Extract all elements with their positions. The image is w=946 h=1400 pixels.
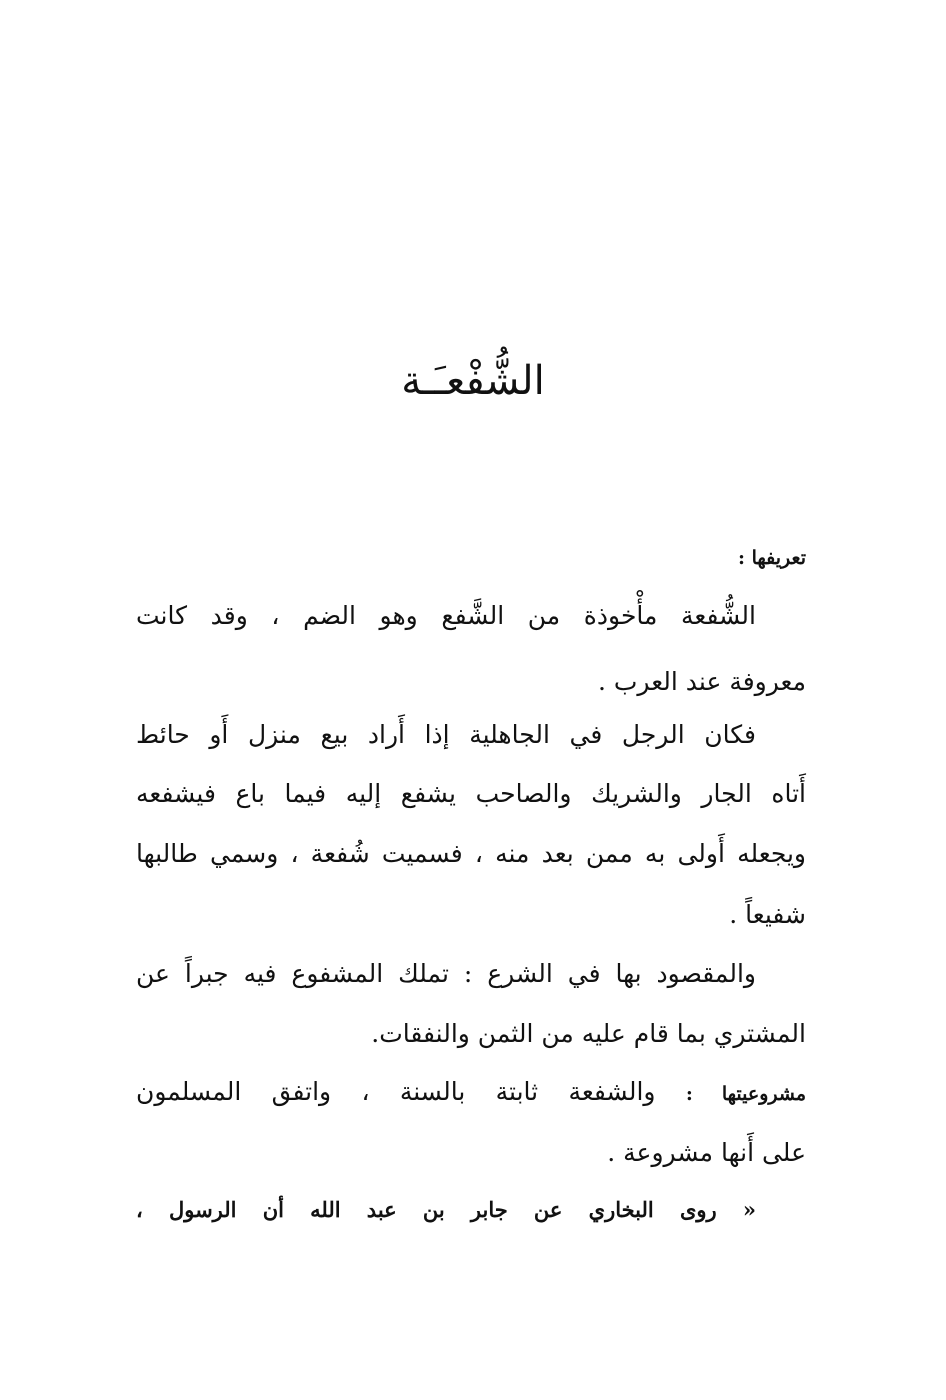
legitimacy-first-line xyxy=(136,1072,806,1114)
paragraph-line: فكان الرجل في الجاهلية إذا أَراد بيع منزل أَو حائط xyxy=(136,720,756,749)
paragraph-line: والمقصود بها في الشرع : تملك المشفوع فيه جبراً عن xyxy=(136,959,756,988)
paragraph-line: ويجعله أَولى به ممن بعد منه ، فسميت شُفعة ، وسمي طالبها xyxy=(136,839,806,868)
paragraph-line: أَتاه الجار والشريك والصاحب يشفع إليه فيما باع فيشفعه xyxy=(136,779,806,808)
legitimacy-first-line-text: والشفعة ثابتة بالسنة ، واتفق المسلمون xyxy=(136,1077,656,1106)
page-title: الشُّفْعـَـة xyxy=(401,358,545,404)
section-heading-definition xyxy=(136,536,806,578)
paragraph-line: على أَنها مشروعة . xyxy=(607,1138,806,1167)
paragraph-line: الشُّفعة مأْخوذة من الشَّفع وهو الضم ، وقد كانت xyxy=(136,601,756,630)
paragraph-line: شفيعاً . xyxy=(729,900,806,929)
legitimacy-heading: مشروعيتها : xyxy=(685,1083,806,1105)
hadith-line: « روى البخاري عن جابر بن عبد الله أن الرسول ، xyxy=(136,1197,756,1222)
paragraph-line: المشتري بما قام عليه من الثمن والنفقات. xyxy=(371,1019,806,1048)
definition-heading: تعريفها : xyxy=(737,547,806,569)
paragraph-line: معروفة عند العرب . xyxy=(598,667,806,696)
